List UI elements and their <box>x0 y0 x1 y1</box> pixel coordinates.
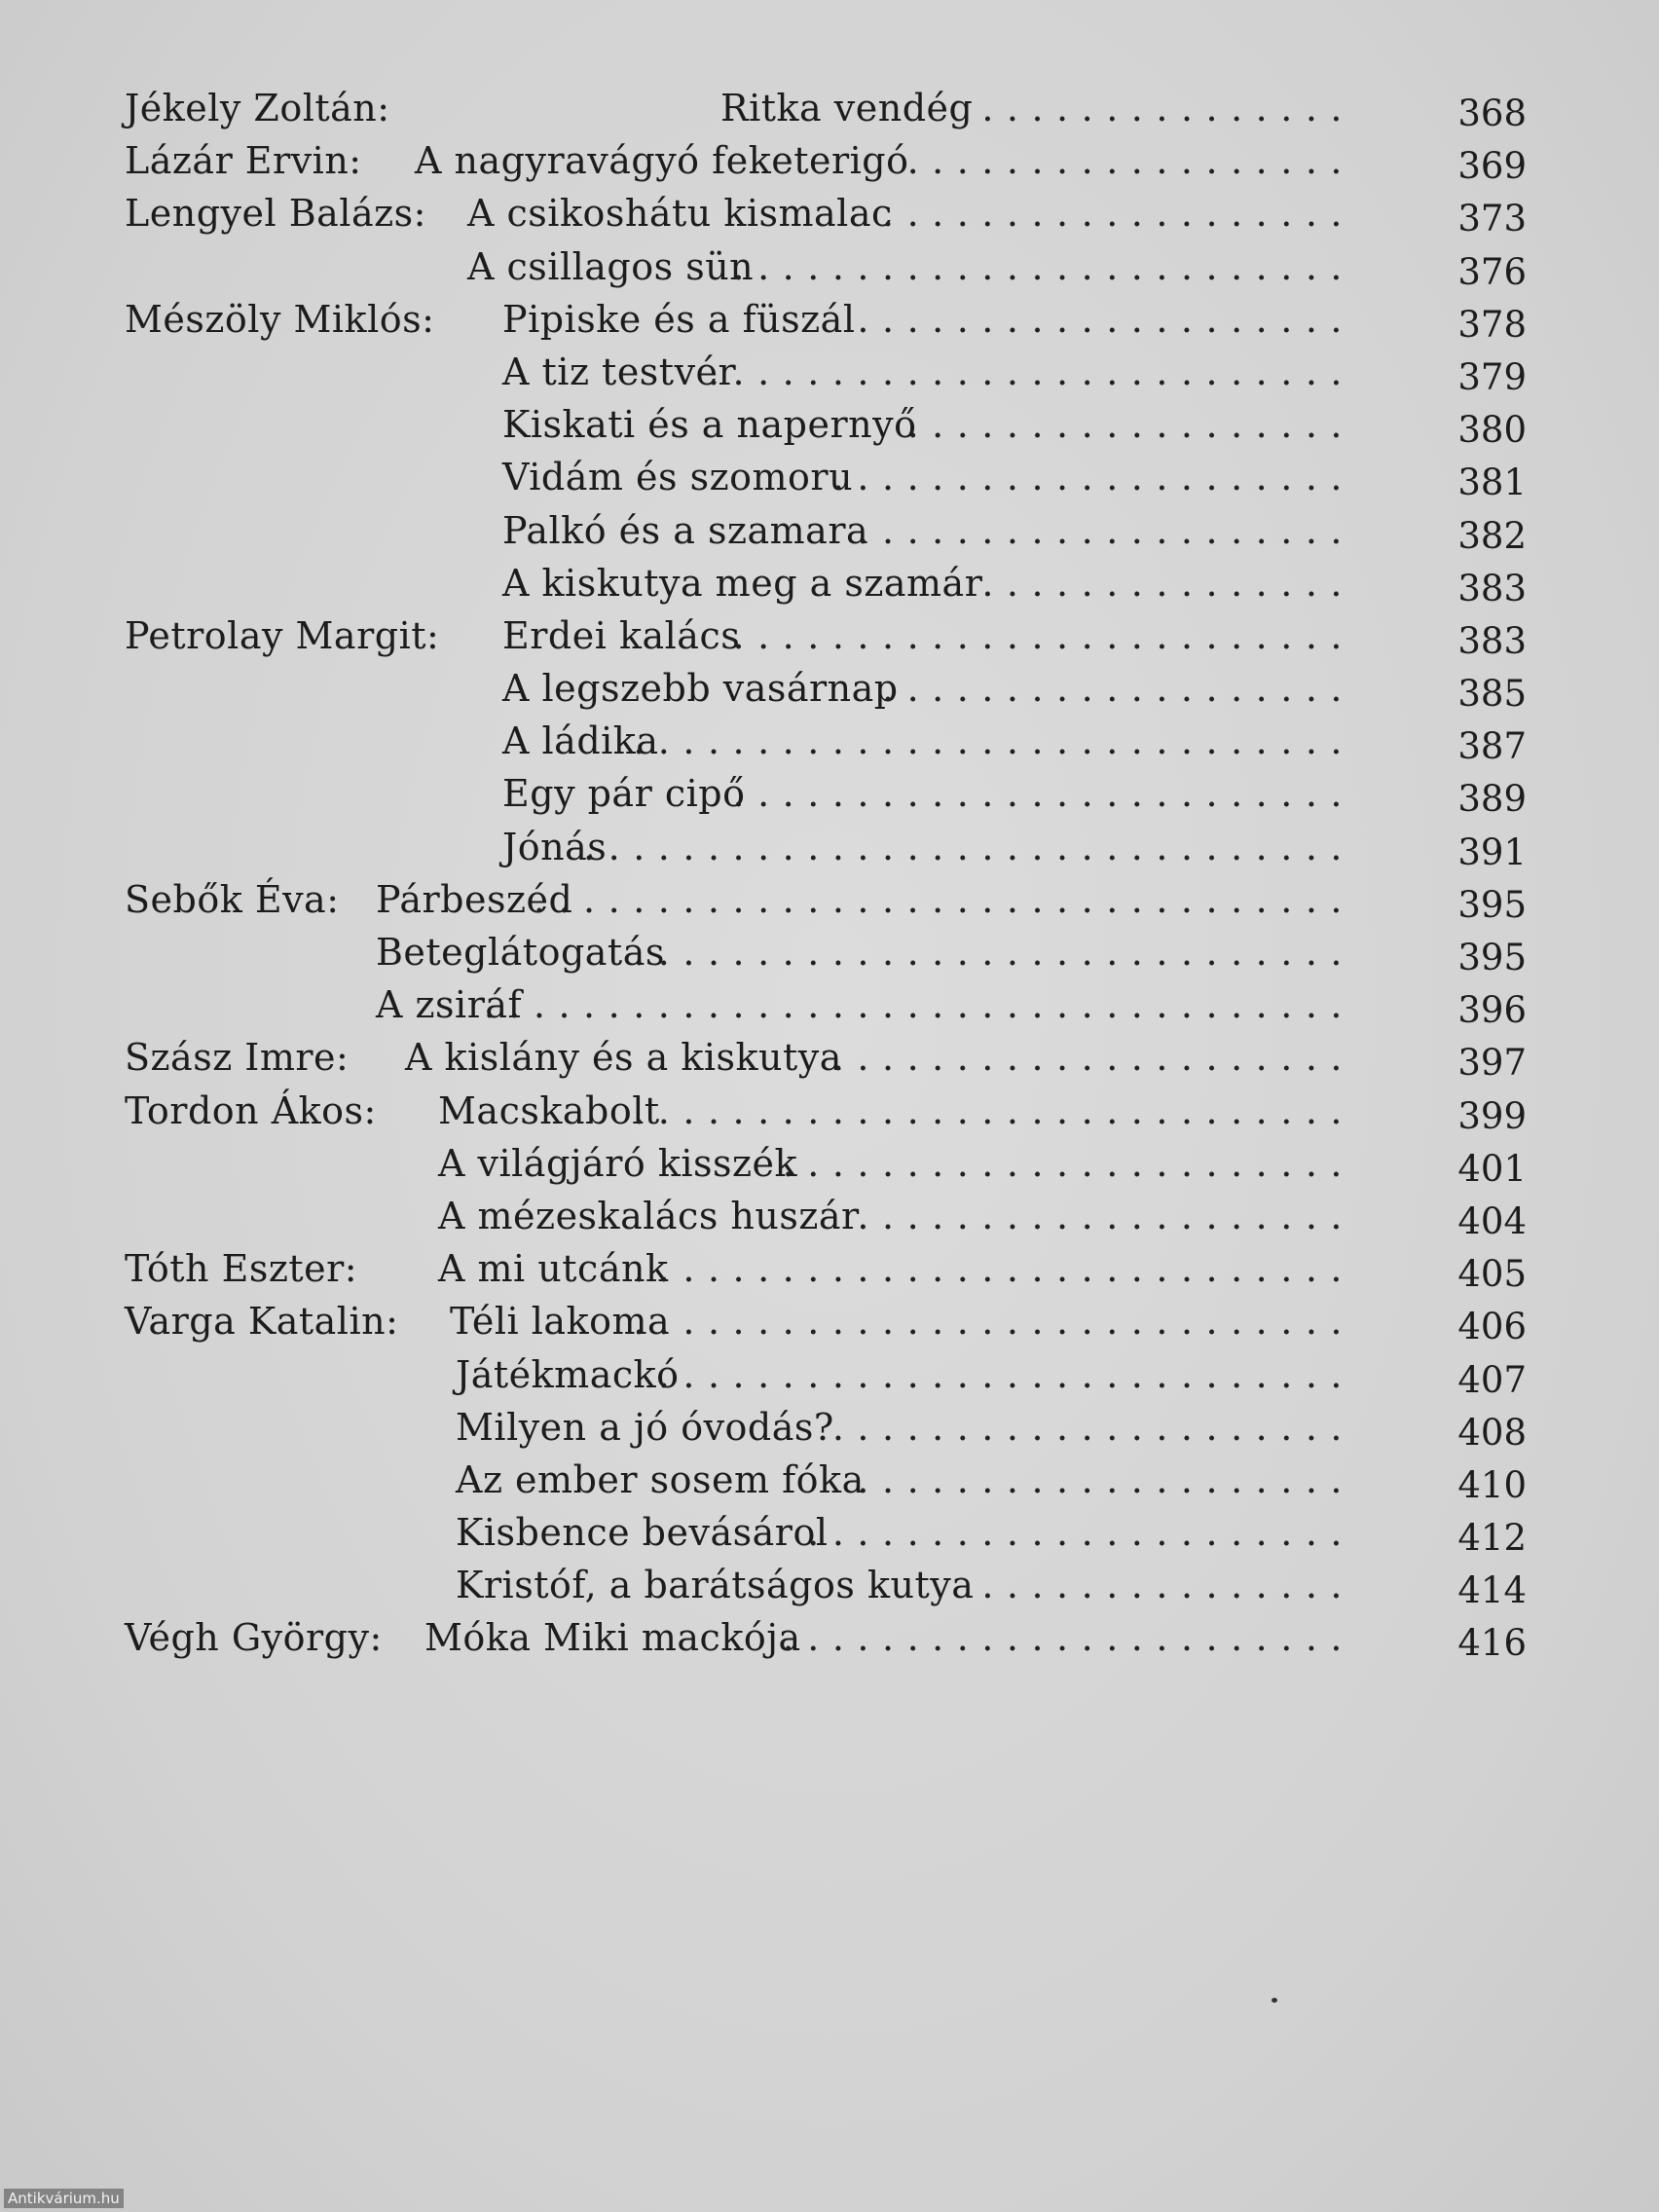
toc-page-number: 401 <box>1457 1147 1527 1190</box>
toc-page-number: 396 <box>1457 989 1527 1032</box>
dot-leader: ............................. <box>633 1088 1355 1132</box>
toc-title: Beteglátogatás <box>376 931 665 974</box>
toc-page-number: 405 <box>1457 1253 1527 1296</box>
toc-page-number: 414 <box>1457 1569 1527 1612</box>
dot-leader: ..................... <box>831 1405 1355 1449</box>
toc-author: Mészöly Miklós: <box>125 297 435 341</box>
toc-page-number: 407 <box>1457 1358 1527 1401</box>
toc-title: A legszebb vasárnap <box>502 667 899 711</box>
toc-author: Lengyel Balázs: <box>125 192 426 236</box>
paper-speck <box>1272 1998 1277 2003</box>
toc-page-number: 416 <box>1457 1622 1527 1665</box>
toc-entry <box>0 1085 1659 1137</box>
dot-leader: .................... <box>857 1194 1355 1237</box>
dot-leader: .......................... <box>707 350 1355 393</box>
toc-title: Ritka vendég <box>720 87 974 129</box>
toc-entry <box>0 398 1659 451</box>
toc-page-number: 382 <box>1457 514 1527 557</box>
dot-leader: ............................. <box>633 931 1355 974</box>
dot-leader: .................... <box>857 297 1355 341</box>
toc-page-number: 406 <box>1457 1306 1527 1348</box>
toc-title: Kiskati és a napernyő <box>502 403 917 447</box>
toc-entry <box>0 821 1659 873</box>
toc-page-number: 387 <box>1457 725 1527 768</box>
toc-page-number: 404 <box>1457 1199 1527 1242</box>
dot-leader: ................... <box>881 192 1355 236</box>
toc-entry <box>0 1295 1659 1347</box>
toc-author: Varga Katalin: <box>125 1300 399 1344</box>
toc-author: Lázár Ervin: <box>125 139 362 183</box>
table-of-contents <box>0 82 1659 1665</box>
dot-leader: ..................... <box>831 1036 1355 1080</box>
toc-title: Párbeszéd <box>376 877 573 921</box>
toc-title: Milyen a jó óvodás? <box>456 1405 834 1449</box>
toc-entry <box>0 978 1659 1031</box>
toc-entry <box>0 662 1659 715</box>
toc-entry <box>0 346 1659 398</box>
toc-entry <box>0 557 1659 609</box>
toc-entry <box>0 926 1659 978</box>
toc-entry <box>0 1401 1659 1454</box>
toc-page-number: 378 <box>1457 303 1527 346</box>
dot-leader: .................. <box>906 139 1355 183</box>
dot-leader: ......................... <box>732 613 1355 657</box>
toc-title: Vidám és szomoru <box>502 456 854 499</box>
toc-entry <box>0 609 1659 662</box>
dot-leader: ............................... <box>583 825 1355 868</box>
toc-title: A mézeskalács huszár <box>438 1194 860 1237</box>
toc-author: Jékely Zoltán: <box>125 87 390 129</box>
toc-title: A csikoshátu kismalac <box>467 192 893 236</box>
dot-leader: .................... <box>857 1457 1355 1501</box>
dot-leader: ....................... <box>782 1141 1355 1185</box>
toc-entry <box>0 240 1659 293</box>
toc-page-number: 376 <box>1457 250 1527 293</box>
dot-leader: ................................. <box>533 877 1355 921</box>
toc-page-number: 381 <box>1457 461 1527 504</box>
toc-page-number: 380 <box>1457 409 1527 452</box>
toc-title: A nagyravágyó feketerigó <box>415 139 909 183</box>
toc-page-number: 389 <box>1457 778 1527 821</box>
toc-entry <box>0 1506 1659 1559</box>
toc-entry <box>0 1454 1659 1506</box>
toc-entry <box>0 293 1659 346</box>
toc-title: Palkó és a szamara <box>502 508 869 552</box>
dot-leader: ...................... <box>807 1511 1355 1555</box>
dot-leader: .................... <box>857 508 1355 552</box>
toc-title: A világjáró kisszék <box>438 1141 798 1185</box>
toc-entry <box>0 767 1659 820</box>
toc-title: A ládika <box>502 719 659 763</box>
toc-entry <box>0 451 1659 503</box>
toc-entry <box>0 504 1659 557</box>
toc-title: Egy pár cipő <box>502 772 746 816</box>
toc-page-number: 395 <box>1457 883 1527 926</box>
toc-page-number: 369 <box>1457 145 1527 188</box>
toc-title: A mi utcánk <box>438 1247 669 1291</box>
dot-leader: ............................ <box>657 1352 1355 1396</box>
toc-author: Petrolay Margit: <box>125 613 440 657</box>
toc-page-number: 383 <box>1457 567 1527 609</box>
toc-entry <box>0 1559 1659 1611</box>
dot-leader: .................. <box>906 403 1355 447</box>
dot-leader: ......................... <box>732 244 1355 288</box>
dot-leader: ............................. <box>633 1247 1355 1291</box>
toc-author: Szász Imre: <box>125 1036 350 1080</box>
dot-leader: ............................. <box>633 1300 1355 1344</box>
toc-entry <box>0 187 1659 240</box>
toc-entry <box>0 715 1659 767</box>
toc-page-number: 391 <box>1457 830 1527 873</box>
toc-title: A csillagos sün <box>467 244 755 288</box>
toc-author: Sebők Éva: <box>125 877 340 921</box>
toc-page-number: 399 <box>1457 1094 1527 1137</box>
dot-leader: ................................... <box>483 983 1355 1027</box>
toc-title: Móka Miki mackója <box>424 1616 801 1660</box>
dot-leader: ............... <box>981 1564 1355 1607</box>
toc-author: Végh György: <box>125 1616 383 1660</box>
toc-title: Pipiske és a füszál <box>502 297 856 341</box>
toc-title: A tiz testvér <box>502 350 737 393</box>
toc-entry <box>0 134 1659 187</box>
toc-entry <box>0 1137 1659 1190</box>
toc-page-number: 410 <box>1457 1463 1527 1506</box>
dot-leader: ............................. <box>633 719 1355 763</box>
dot-leader: ............... <box>981 561 1355 605</box>
toc-entry <box>0 1611 1659 1664</box>
toc-entry <box>0 1190 1659 1242</box>
toc-title: Macskabolt <box>438 1088 660 1132</box>
dot-leader: ................... <box>881 667 1355 711</box>
toc-title: A zsiráf <box>376 983 523 1027</box>
toc-page-number: 408 <box>1457 1411 1527 1454</box>
toc-title: Kristóf, a barátságos kutya <box>456 1564 975 1607</box>
toc-page-number: 383 <box>1457 619 1527 662</box>
toc-author: Tordon Ákos: <box>125 1088 377 1132</box>
toc-title: A kislány és a kiskutya <box>405 1036 842 1080</box>
toc-page-number: 397 <box>1457 1042 1527 1085</box>
toc-page-number: 412 <box>1457 1517 1527 1560</box>
watermark: Antikvárium.hu <box>4 2189 124 2208</box>
toc-title: Erdei kalács <box>502 613 741 657</box>
toc-title: Kisbence bevásárol <box>456 1511 829 1555</box>
dot-leader: ............... <box>981 87 1355 129</box>
toc-title: Téli lakoma <box>450 1300 671 1344</box>
toc-page-number: 379 <box>1457 355 1527 398</box>
toc-page-number: 368 <box>1457 92 1527 134</box>
dot-leader: ......................... <box>732 772 1355 816</box>
toc-title: Jónás <box>502 825 608 868</box>
toc-entry <box>0 873 1659 926</box>
toc-entry <box>0 1242 1659 1295</box>
toc-page-number: 395 <box>1457 937 1527 978</box>
toc-author: Tóth Eszter: <box>125 1247 358 1291</box>
toc-entry <box>0 1348 1659 1401</box>
dot-leader: ..................... <box>831 456 1355 499</box>
toc-entry <box>0 1031 1659 1084</box>
toc-title: Az ember sosem fóka <box>456 1457 865 1501</box>
toc-title: Játékmackó <box>456 1352 680 1396</box>
dot-leader: ....................... <box>782 1616 1355 1660</box>
toc-page-number: 385 <box>1457 673 1527 716</box>
toc-page-number: 373 <box>1457 198 1527 240</box>
toc-title: A kiskutya meg a szamár <box>502 561 983 605</box>
toc-entry <box>0 82 1659 134</box>
